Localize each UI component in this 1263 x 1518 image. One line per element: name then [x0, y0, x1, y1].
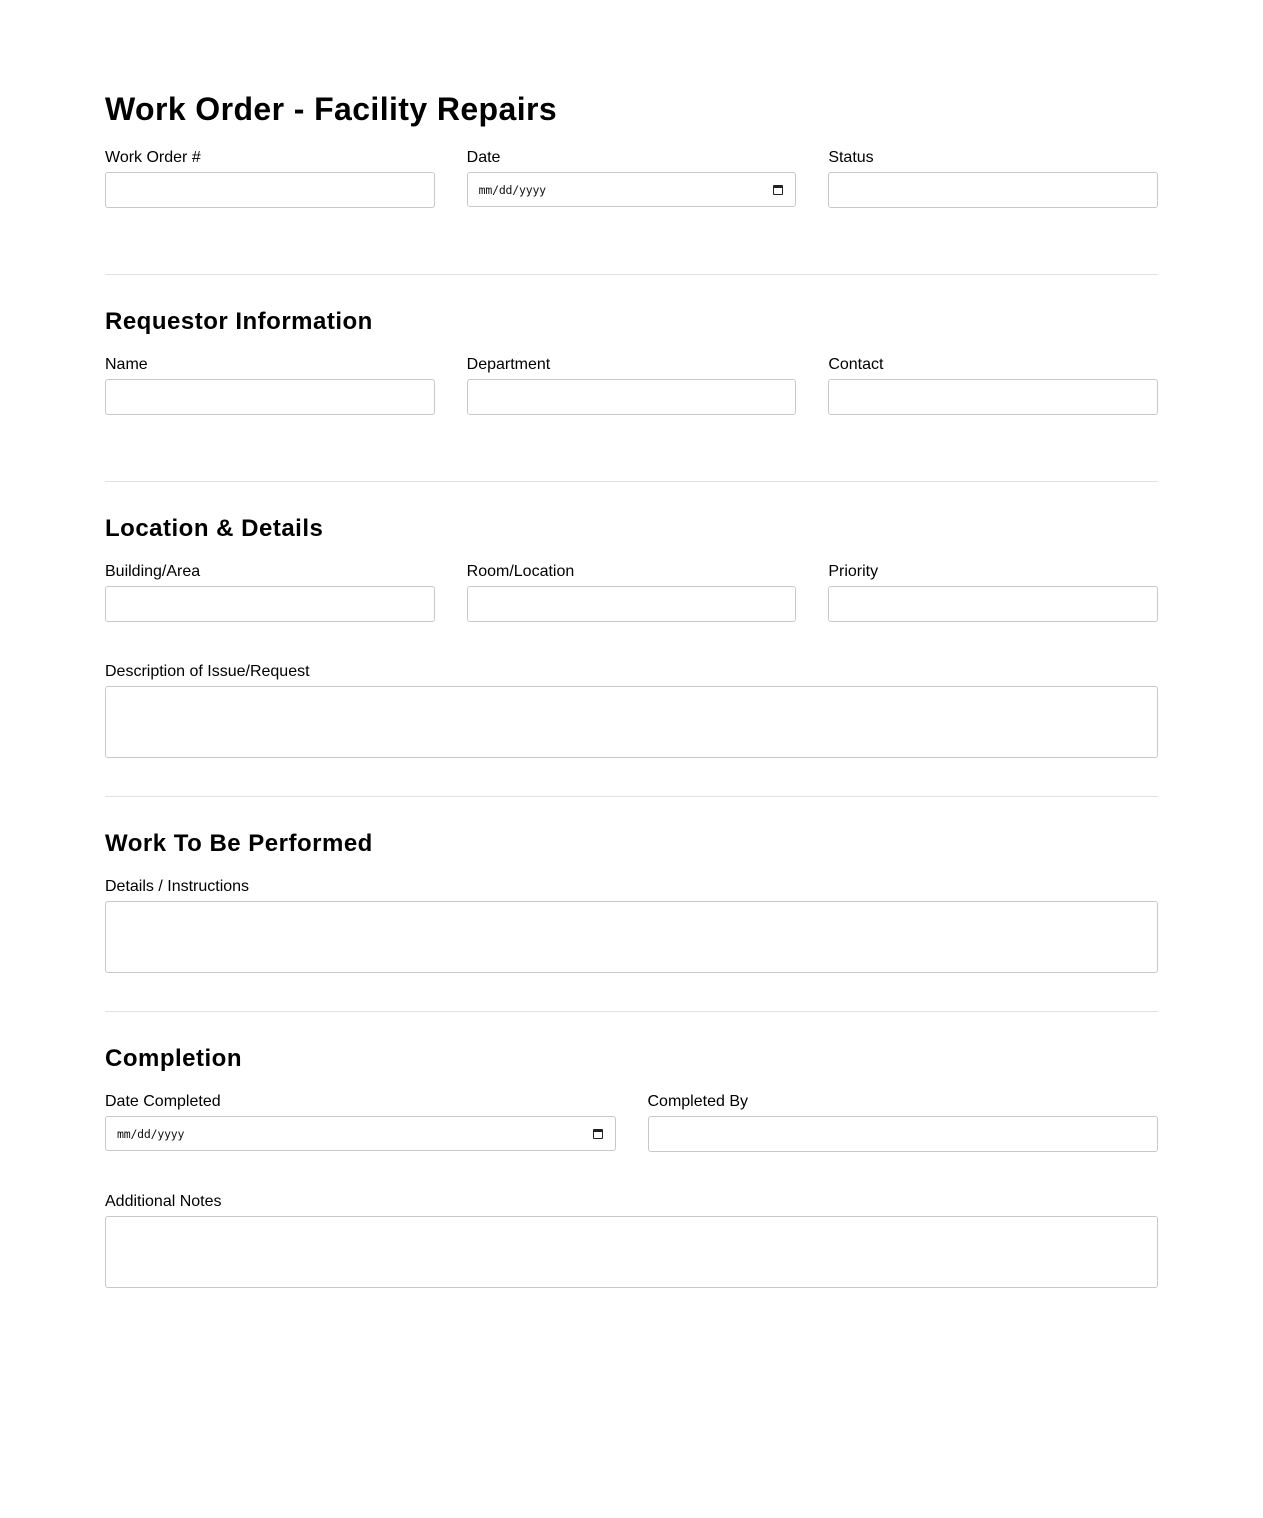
- status-field: [828, 149, 1158, 208]
- building-input[interactable]: [105, 586, 435, 622]
- notes-textarea[interactable]: [105, 1216, 1158, 1288]
- location-section-heading: Location & Details: [105, 515, 324, 542]
- description-row: [105, 663, 1158, 758]
- name-field: [105, 356, 435, 415]
- notes-field: [105, 1193, 1158, 1288]
- date-completed-field: [105, 1093, 616, 1152]
- department-field: [467, 356, 797, 415]
- date-field: [467, 149, 797, 208]
- calendar-icon[interactable]: [773, 185, 783, 195]
- section-divider: [105, 274, 1158, 275]
- requestor-section-heading: Requestor Information: [105, 308, 373, 335]
- date-completed-label: Date Completed: [105, 1093, 221, 1110]
- date-label: Date: [466, 149, 501, 166]
- contact-input[interactable]: [828, 379, 1158, 415]
- completed-by-label: Completed By: [647, 1093, 748, 1110]
- date-placeholder: mm/dd/yyyy: [478, 182, 546, 197]
- header-fields-row: [105, 149, 1158, 208]
- section-divider: [105, 1011, 1158, 1012]
- contact-field: [828, 356, 1158, 415]
- page-title: Work Order - Facility Repairs: [105, 91, 558, 127]
- status-label: Status: [828, 149, 874, 166]
- department-input[interactable]: [467, 379, 797, 415]
- location-fields-row: [105, 563, 1158, 622]
- completion-section-heading: Completion: [105, 1045, 242, 1072]
- department-label: Department: [466, 356, 551, 373]
- status-input[interactable]: [828, 172, 1158, 208]
- date-completed-input[interactable]: [105, 1116, 616, 1151]
- building-label: Building/Area: [105, 563, 201, 580]
- date-input[interactable]: [467, 172, 797, 207]
- notes-row: [105, 1193, 1158, 1288]
- description-field: [105, 663, 1158, 758]
- details-textarea[interactable]: [105, 901, 1158, 973]
- date-completed-placeholder: mm/dd/yyyy: [117, 1126, 185, 1141]
- description-label: Description of Issue/Request: [105, 663, 310, 680]
- completion-fields-row: [105, 1093, 1158, 1152]
- work-section-heading: Work To Be Performed: [105, 830, 373, 857]
- section-divider: [105, 481, 1158, 482]
- contact-label: Contact: [828, 356, 884, 373]
- work-details-row: [105, 878, 1158, 973]
- requestor-fields-row: [105, 356, 1158, 415]
- section-divider: [105, 796, 1158, 797]
- building-field: [105, 563, 435, 622]
- priority-label: Priority: [828, 563, 879, 580]
- name-label: Name: [105, 356, 148, 373]
- details-label: Details / Instructions: [105, 878, 250, 895]
- priority-input[interactable]: [828, 586, 1158, 622]
- room-label: Room/Location: [466, 563, 575, 580]
- room-input[interactable]: [467, 586, 797, 622]
- priority-field: [828, 563, 1158, 622]
- work-order-number-input[interactable]: [105, 172, 435, 208]
- work-order-number-field: [105, 149, 435, 208]
- name-input[interactable]: [105, 379, 435, 415]
- room-field: [467, 563, 797, 622]
- completed-by-input[interactable]: [648, 1116, 1159, 1152]
- notes-label: Additional Notes: [105, 1193, 222, 1210]
- work-order-number-label: Work Order #: [105, 149, 201, 166]
- details-field: [105, 878, 1158, 973]
- description-textarea[interactable]: [105, 686, 1158, 758]
- completed-by-field: [648, 1093, 1159, 1152]
- calendar-icon[interactable]: [593, 1129, 603, 1139]
